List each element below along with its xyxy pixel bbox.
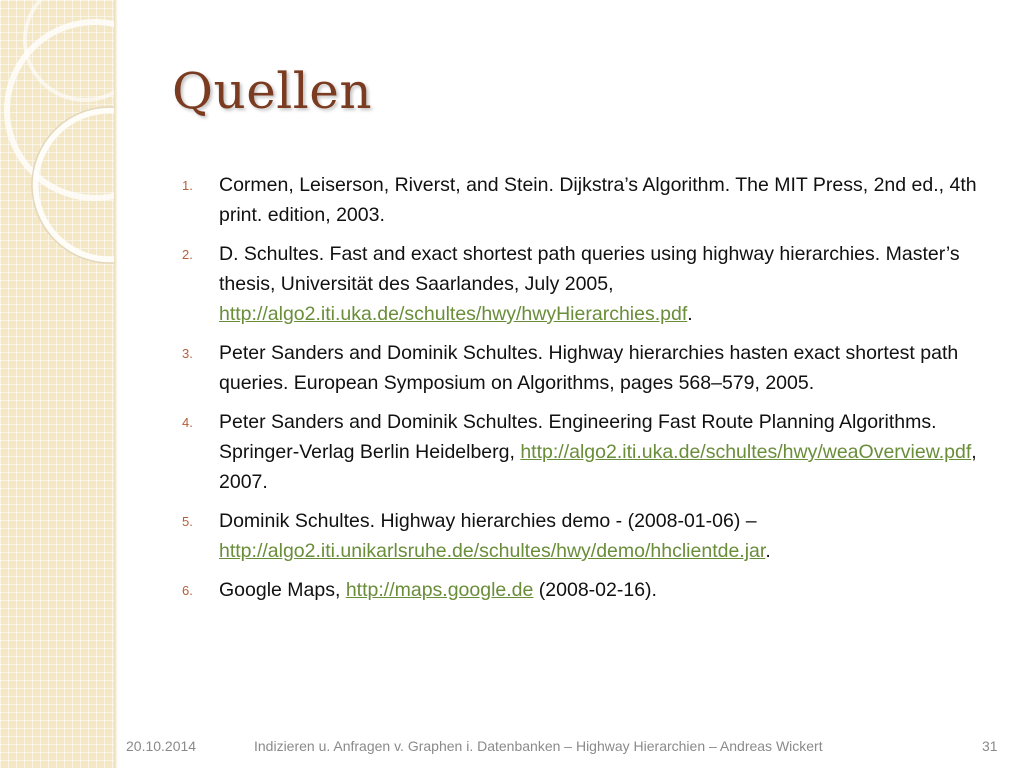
page-number: 31 bbox=[982, 738, 998, 754]
reference-item-1 bbox=[180, 170, 1010, 230]
reference-link[interactable]: http://algo2.iti.uka.de/schultes/hwy/hwyHierarchies.pdf bbox=[219, 303, 688, 325]
reference-item-2 bbox=[180, 239, 1010, 329]
reference-number: 5. bbox=[182, 514, 193, 529]
reference-number: 6. bbox=[182, 583, 193, 598]
reference-item-4 bbox=[180, 407, 1010, 497]
decorative-side-panel bbox=[0, 0, 114, 768]
reference-text-end: (2008-02-16). bbox=[533, 579, 657, 601]
footer-text: Indizieren u. Anfragen v. Graphen i. Datenbanken – Highway Hierarchien – Andreas Wickert bbox=[254, 738, 823, 754]
reference-link[interactable]: http://maps.google.de bbox=[345, 579, 534, 601]
reference-list bbox=[180, 170, 1010, 614]
reference-item-6 bbox=[180, 575, 1010, 605]
reference-item-5 bbox=[180, 506, 1010, 566]
footer-date: 20.10.2014 bbox=[126, 738, 197, 754]
reference-text: D. Schultes. Fast and exact shortest path queries using highway hierarchies. Master’s thesis, Universität des Saarlandes, July 2005, bbox=[219, 243, 960, 295]
reference-text: Peter Sanders and Dominik Schultes. Engineering Fast Route Planning Algorithms. Springer-Verlag Berlin Heidelberg, bbox=[219, 411, 937, 463]
reference-text-end: . bbox=[687, 303, 693, 325]
reference-link[interactable]: http://algo2.iti.uka.de/schultes/hwy/weaOverview.pdf bbox=[520, 441, 972, 463]
reference-number: 1. bbox=[182, 178, 193, 193]
reference-number: 3. bbox=[182, 346, 193, 361]
reference-number: 2. bbox=[182, 247, 193, 262]
reference-text-end: . bbox=[765, 540, 771, 562]
reference-item-3 bbox=[180, 338, 1010, 398]
reference-text: Google Maps, bbox=[219, 579, 346, 601]
reference-link[interactable]: http://algo2.iti.unikarlsruhe.de/schultes/hwy/demo/hhclientde.jar bbox=[219, 540, 766, 562]
reference-text: Dominik Schultes. Highway hierarchies demo - (2008-01-06) – bbox=[219, 510, 757, 532]
reference-text: Cormen, Leiserson, Riverst, and Stein. Dijkstra’s Algorithm. The MIT Press, 2nd ed., 4th print. edition, 2003. bbox=[219, 174, 977, 226]
reference-text: Peter Sanders and Dominik Schultes. Highway hierarchies hasten exact shortest path queries. European Symposium on Algorithms, pages 568–579, 2005. bbox=[219, 342, 959, 394]
slide-title: Quellen bbox=[172, 62, 373, 120]
side-panel-edge bbox=[114, 0, 118, 768]
reference-number: 4. bbox=[182, 415, 193, 430]
reference-text-end: , 2007. bbox=[219, 441, 977, 493]
swirl-ornament-icon bbox=[0, 0, 114, 768]
slide-footer bbox=[0, 738, 1024, 758]
